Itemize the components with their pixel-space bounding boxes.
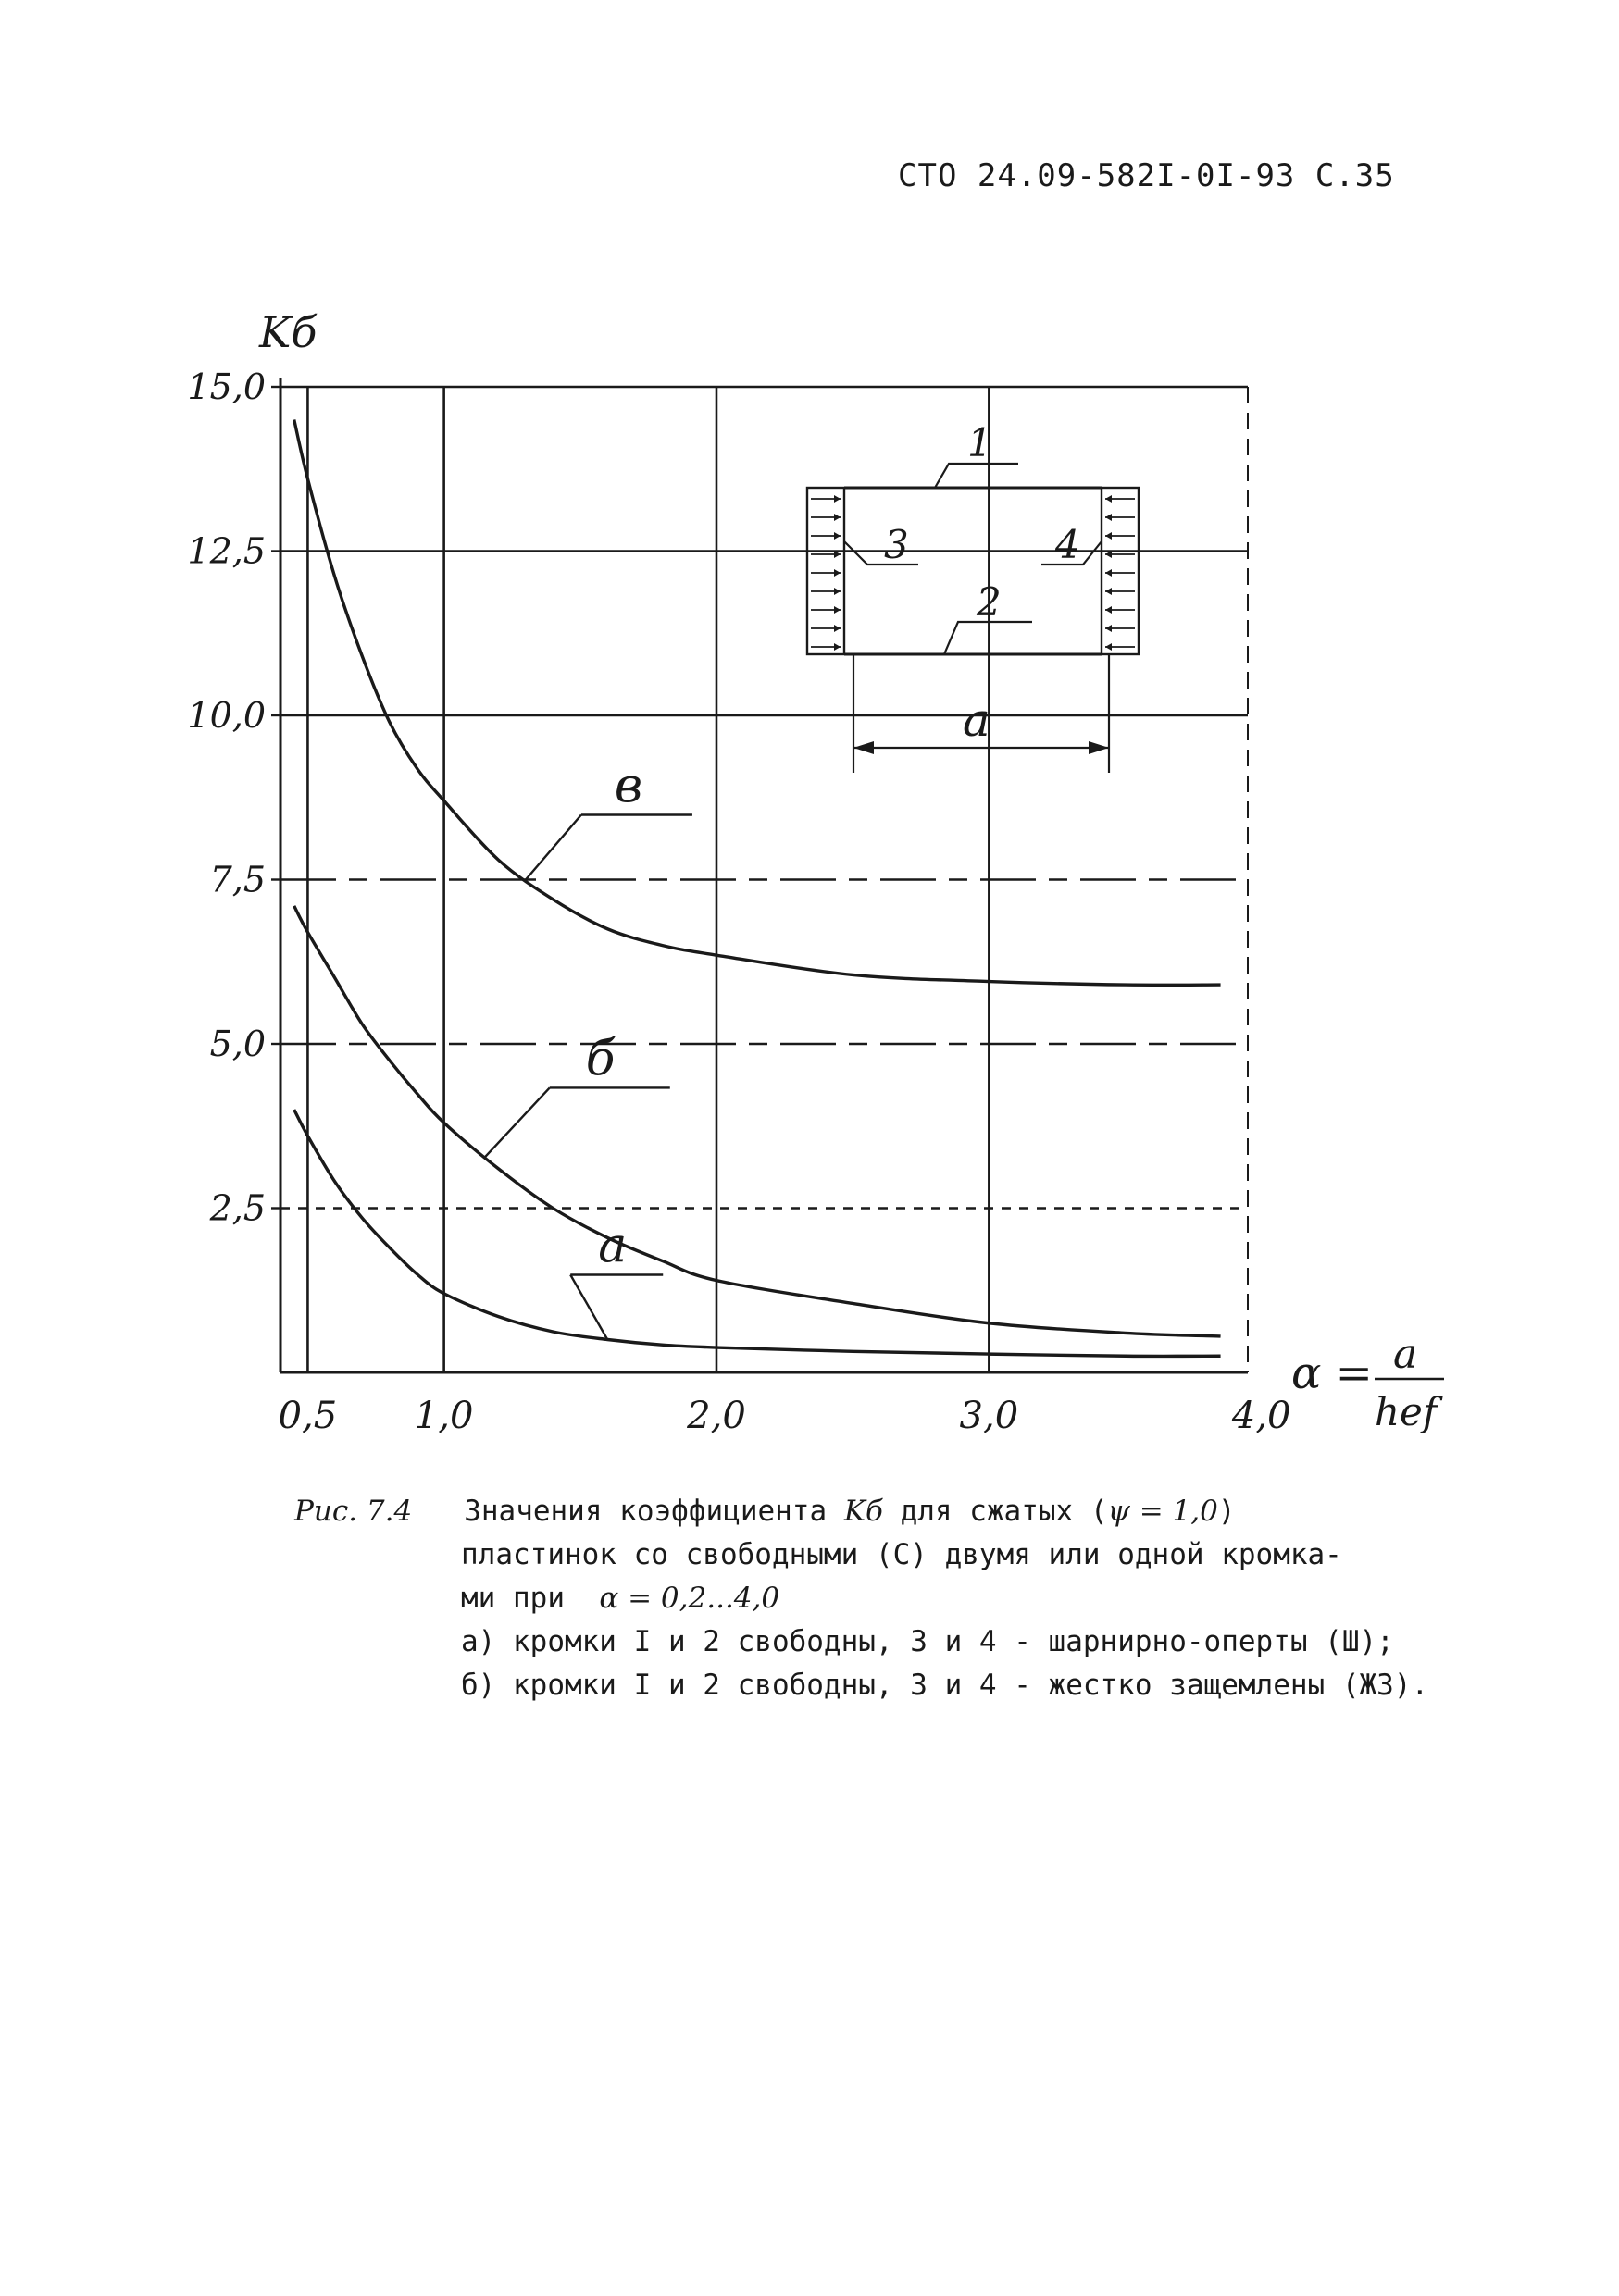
- series-leader: [570, 1275, 607, 1340]
- psi-value: ψ = 1,0: [1107, 1495, 1218, 1528]
- load-arrowhead: [1105, 569, 1112, 577]
- y-tick-label: 2,5: [209, 1187, 266, 1229]
- series-line-2: [294, 906, 1221, 1336]
- x-tick-label: 2,0: [687, 1395, 746, 1437]
- series-group: [294, 420, 1221, 1357]
- k-symbol: Kб: [843, 1495, 883, 1528]
- caption-text: ): [1217, 1495, 1236, 1528]
- series-label: б: [585, 1031, 616, 1087]
- load-arrowhead: [834, 625, 841, 632]
- caption-text: ми при: [461, 1582, 565, 1615]
- y-tick-label: 7,5: [209, 859, 266, 900]
- caption-line-2: пластинок со свободными (С) двумя или одной кромка-: [461, 1538, 1342, 1571]
- caption-line-4: а) кромки I и 2 свободны, 3 и 4 - шарнирно-оперты (Ш);: [461, 1625, 1394, 1658]
- x-tick-label: 1,0: [414, 1395, 474, 1437]
- caption-line-3: [294, 1577, 1498, 1620]
- load-arrowhead: [834, 606, 841, 614]
- load-arrowhead: [1105, 606, 1112, 614]
- load-arrowhead: [834, 643, 841, 651]
- load-arrowhead: [834, 569, 841, 577]
- y-tick-label: 15,0: [187, 366, 266, 407]
- x-tick-label: 4,0: [1231, 1395, 1291, 1437]
- edge-leader: [935, 464, 1018, 488]
- caption-line-5: б) кромки I и 2 свободны, 3 и 4 - жестко защемлены (ЖЗ).: [461, 1669, 1429, 1702]
- series-label: а: [598, 1218, 628, 1274]
- y-tick-label: 12,5: [187, 530, 266, 572]
- caption-text: Значения коэффициента: [464, 1495, 828, 1528]
- edge-label-1: 1: [967, 420, 992, 465]
- dimension-arrowhead: [853, 741, 874, 754]
- load-arrowhead: [834, 495, 841, 503]
- figure-label: Рис. 7.4: [294, 1495, 413, 1528]
- x-axis-label: α =: [1291, 1347, 1373, 1399]
- caption-text: для сжатых (: [900, 1495, 1108, 1528]
- series-leader: [485, 1087, 550, 1157]
- load-arrowhead: [1105, 588, 1112, 595]
- load-arrowhead: [834, 532, 841, 540]
- tick-labels: [187, 366, 1290, 1437]
- y-tick-label: 10,0: [187, 695, 266, 736]
- load-arrowhead: [1105, 625, 1112, 632]
- x-axis-label-numerator: a: [1393, 1331, 1418, 1378]
- figure-caption: [294, 1490, 1498, 1707]
- dimension-arrowhead: [1089, 741, 1109, 754]
- x-tick-label: 0,5: [278, 1395, 338, 1437]
- edge-label-3: 3: [884, 522, 909, 567]
- series-line-3: [294, 1110, 1221, 1356]
- series-line-1: [294, 420, 1221, 986]
- edge-label-4: 4: [1055, 522, 1080, 567]
- alpha-range: α = 0,2...4,0: [599, 1582, 780, 1615]
- x-tick-label: 3,0: [959, 1395, 1019, 1437]
- caption-line-1: [294, 1490, 1498, 1533]
- x-axis-label-denominator: hef: [1375, 1389, 1438, 1434]
- series-leader: [526, 815, 581, 880]
- dimension-label: a: [963, 693, 990, 747]
- load-arrowhead: [1105, 495, 1112, 503]
- y-axis-label: Kб: [259, 307, 318, 357]
- load-arrowhead: [834, 514, 841, 521]
- page-header: СТО 24.09-582I-0I-93 С.35: [898, 157, 1395, 194]
- series-label: в: [614, 758, 643, 814]
- y-tick-label: 5,0: [209, 1024, 266, 1064]
- edge-label-2: 2: [977, 579, 1002, 625]
- load-arrowhead: [1105, 514, 1112, 521]
- axis-labels: [258, 307, 1444, 1434]
- load-arrowhead: [1105, 532, 1112, 540]
- load-arrowhead: [834, 588, 841, 595]
- grid: [280, 387, 1248, 1372]
- plate-inset-diagram: [807, 420, 1139, 773]
- load-arrowhead: [1105, 643, 1112, 651]
